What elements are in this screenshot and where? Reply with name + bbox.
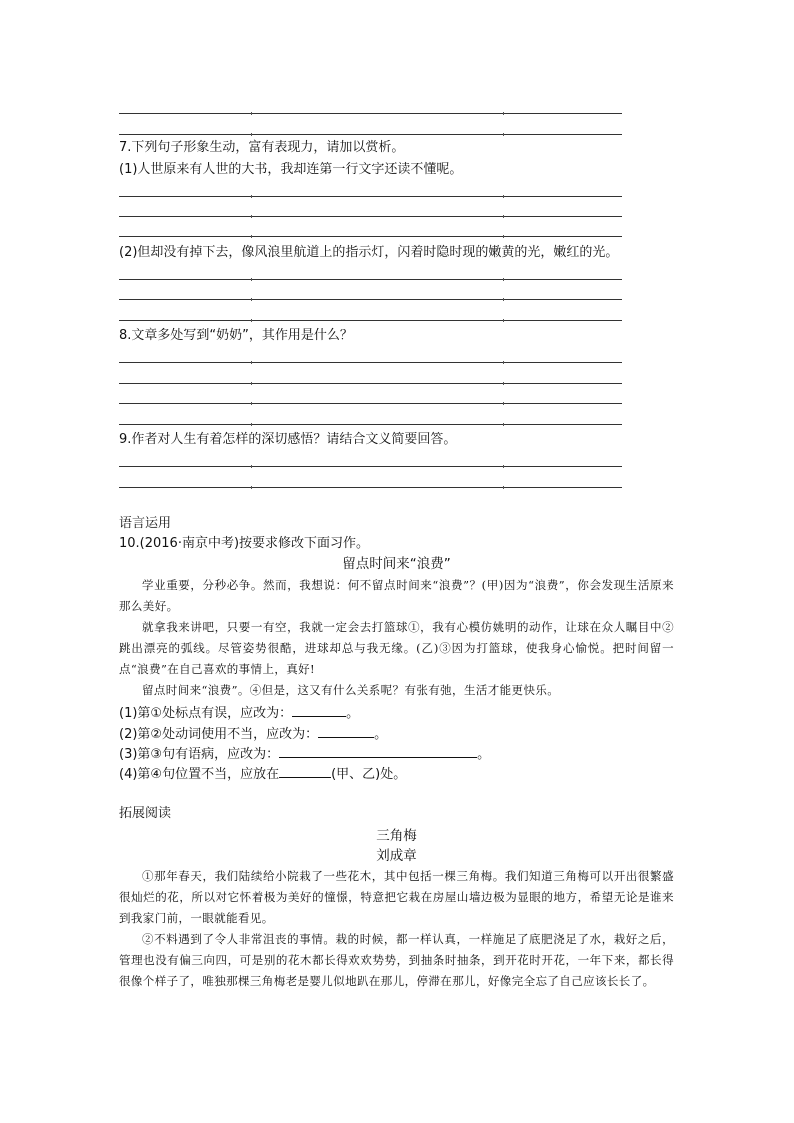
subquestion-4-end: (甲、乙)处。 bbox=[331, 767, 407, 782]
subquestion-3-end: 。 bbox=[477, 747, 491, 762]
question-8-prompt: 8.文章多处写到“奶奶”，其作用是什么？ bbox=[119, 328, 353, 343]
section-title-extended: 拓展阅读 bbox=[119, 806, 172, 821]
article-paragraph-1: ①那年春天，我们陆续给小院栽了一些花木，其中包括一棵三角梅。我们知道三角梅可以开出很繁盛很灿烂的花，所以对它怀着极为美好的憧憬，特意把它栽在房屋山墙边极为显眼的地方，希望无论是谁来到我家门前，一眼就能看见。 bbox=[119, 869, 674, 925]
question-9-prompt: 9.作者对人生有着怎样的深切感悟？请结合文义简要回答。 bbox=[119, 432, 457, 447]
answer-blank[interactable] bbox=[292, 704, 346, 717]
answer-line bbox=[119, 487, 622, 488]
answer-line bbox=[119, 320, 622, 321]
subquestion-2 bbox=[119, 725, 387, 743]
subquestion-2-text: (2)第②处动词使用不当，应改为： bbox=[119, 727, 319, 742]
section-title-language: 语言运用 bbox=[119, 516, 172, 531]
subquestion-3 bbox=[119, 745, 490, 763]
answer-line bbox=[119, 196, 622, 197]
essay-title: 留点时间来“浪费” bbox=[342, 556, 451, 572]
answer-line bbox=[119, 466, 622, 467]
answer-line bbox=[119, 383, 622, 384]
subquestion-4 bbox=[119, 765, 406, 783]
question-7-prompt: 7.下列句子形象生动，富有表现力，请加以赏析。 bbox=[119, 140, 405, 155]
essay-paragraph-2: 就拿我来讲吧，只要一有空，我就一定会去打篮球①，我有心模仿姚明的动作，让球在众人瞩目中②跳出漂亮的弧线。尽管姿势很酷，进球却总与我无缘。(乙)③因为打篮球，使我身心愉悦。把时间留一点“浪费”在自己喜欢的事情上，真好! bbox=[119, 620, 674, 676]
question-10-prompt: 10.(2016·南京中考)按要求修改下面习作。 bbox=[119, 536, 370, 551]
article-title: 三角梅 bbox=[376, 828, 417, 844]
subquestion-4-text: (4)第④句位置不当，应放在 bbox=[119, 767, 280, 782]
answer-blank[interactable] bbox=[318, 725, 374, 738]
answer-line bbox=[119, 279, 622, 280]
answer-line bbox=[119, 299, 622, 300]
article-paragraph-2: ②不料遇到了令人非常沮丧的事情。栽的时候，都一样认真，一样施足了底肥浇足了水，栽好之后，管理也没有偏三向四，可是别的花木都长得欢欢势势，到抽条时抽条，到开花时开花，一年下来，都长得很像个样子了，唯独那棵三角梅老是婴儿似地趴在那儿，停滞在那儿，好像完全忘了自己应该长长了。 bbox=[119, 932, 674, 988]
answer-line bbox=[119, 424, 622, 425]
subquestion-1 bbox=[119, 704, 359, 722]
subquestion-2-end: 。 bbox=[374, 727, 388, 742]
answer-line bbox=[119, 113, 622, 114]
article-author: 刘成章 bbox=[376, 848, 417, 864]
subquestion-1-text: (1)第①处标点有误，应改为： bbox=[119, 706, 293, 721]
answer-blank[interactable] bbox=[279, 745, 477, 758]
subquestion-3-text: (3)第③句有语病，应改为： bbox=[119, 747, 280, 762]
answer-line bbox=[119, 236, 622, 237]
subquestion-1-end: 。 bbox=[346, 706, 360, 721]
answer-line bbox=[119, 216, 622, 217]
answer-line bbox=[119, 403, 622, 404]
answer-line bbox=[119, 362, 622, 363]
question-7-part-1: (1)人世原来有人世的大书，我却连第一行文字还读不懂呢。 bbox=[119, 162, 463, 177]
answer-line bbox=[119, 134, 622, 135]
essay-paragraph-1: 学业重要，分秒必争。然而，我想说：何不留点时间来“浪费”？(甲)因为“浪费”，你会发现生活原来那么美好。 bbox=[119, 578, 674, 613]
essay-paragraph-3: 留点时间来“浪费”。④但是，这又有什么关系呢？有张有弛，生活才能更快乐。 bbox=[142, 683, 560, 697]
answer-blank[interactable] bbox=[279, 765, 331, 778]
question-7-part-2: (2)但却没有掉下去，像风浪里航道上的指示灯，闪着时隐时现的嫩黄的光，嫩红的光。 bbox=[119, 245, 619, 260]
